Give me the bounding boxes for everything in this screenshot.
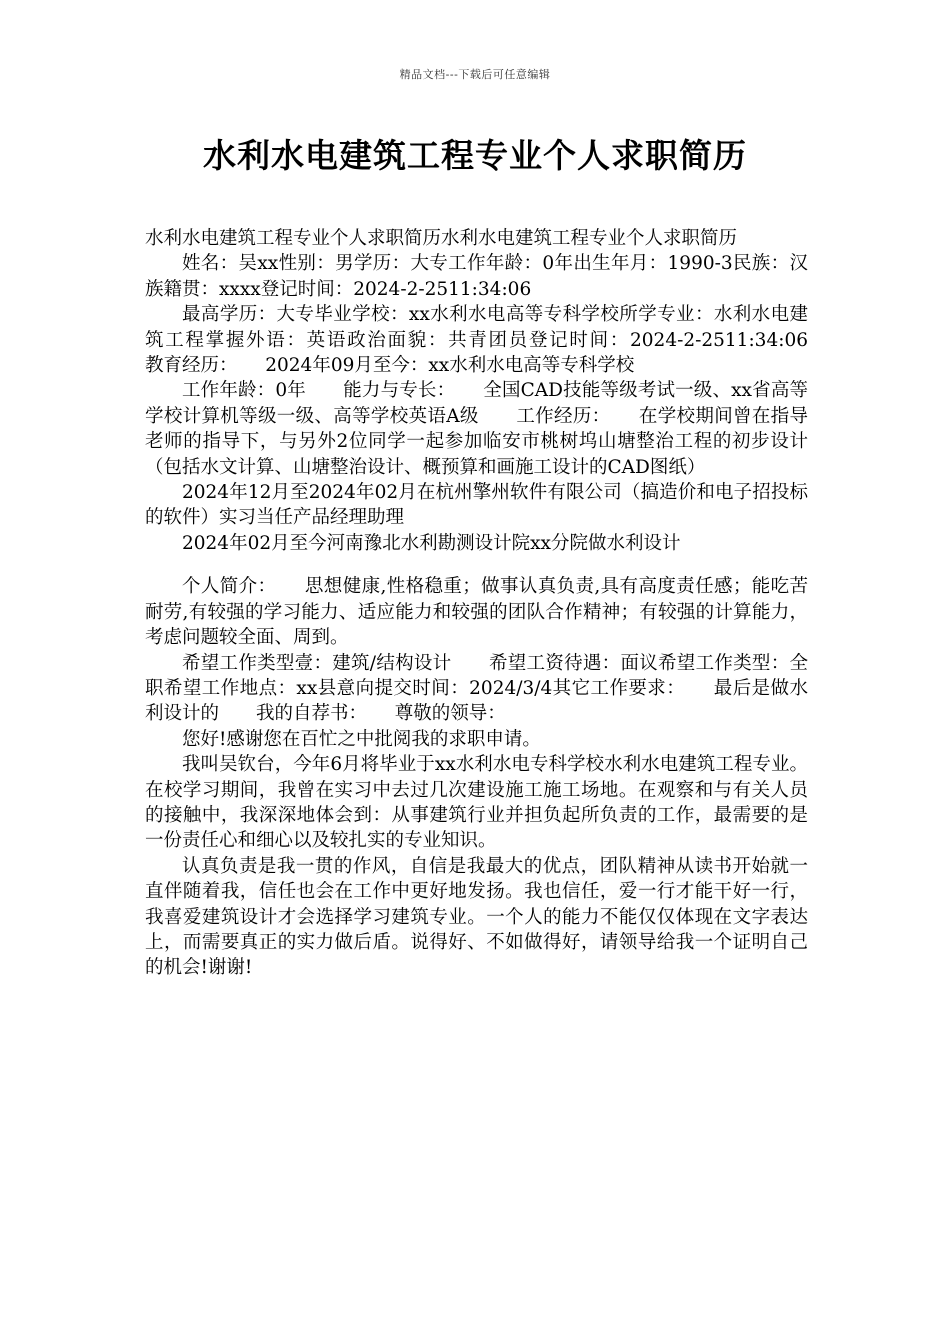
basic-info-paragraph: 姓名：吴xx性别：男学历：大专工作年龄：0年出生年月：1990-3民族：汉族籍贯：xxxx登记时间：2024-2-2511:34:06 (145, 253, 808, 300)
document-body (145, 226, 846, 981)
internship-paragraph: 2024年12月至2024年02月在杭州擎州软件有限公司（搞造价和电子招投标的软件）实习当任产品经理助理 (145, 482, 808, 529)
closing-paragraph: 认真负责是我一贯的作风，自信是我最大的优点，团队精神从读书开始就一直伴随着我，信任也会在工作中更好地发扬。我也信任，爱一行才能干好一行，我喜爱建筑设计才会选择学习建筑专业。一个人的能力不能仅仅体现在文字表达上，而需要真正的实力做后盾。说得好、不如做得好，请领导给我一个证明自己的机会!谢谢! (145, 855, 808, 979)
greeting-paragraph: 您好!感谢您在百忙之中批阅我的求职申请。 (182, 728, 541, 750)
header-note: 精品文档---下载后可任意编辑 (399, 68, 551, 81)
job-preference-paragraph: 希望工作类型壹：建筑/结构设计 希望工资待遇：面议希望工作类型：全职希望工作地点：xx县意向提交时间：2024/3/4其它工作要求： 最后是做水利设计的 我的自荐书： 尊敬的领导： (145, 652, 808, 725)
education-paragraph: 最高学历：大专毕业学校：xx水利水电高等专科学校所学专业：水利水电建筑工程掌握外语：英语政治面貌：共青团员登记时间：2024-2-2511:34:06 教育经历： 2024年09月至今：xx水利水电高等专科学校 (145, 304, 846, 377)
skills-experience-paragraph: 工作年龄：0年 能力与专长： 全国CAD技能等级考试一级、xx省高等学校计算机等级一级、高等学校英语A级 工作经历： 在学校期间曾在指导老师的指导下，与另外2位同学一起参加临安市桃树坞山塘整治工程的初步设计（包括水文计算、山塘整治设计、概预算和画施工设计的CAD图纸） (145, 380, 808, 478)
self-introduction-paragraph: 我叫吴钦台，今年6月将毕业于xx水利水电专科学校水利水电建筑工程专业。在校学习期间，我曾在实习中去过几次建设施工施工场地。在观察和与有关人员的接触中，我深深地体会到：从事建筑行业并担负起所负责的工作，最需要的是一份责任心和细心以及较扎实的专业知识。 (145, 754, 808, 852)
current-job-paragraph: 2024年02月至今河南豫北水利勘测设计院xx分院做水利设计 (182, 532, 681, 554)
profile-paragraph: 个人简介： 思想健康,性格稳重；做事认真负责,具有高度责任感；能吃苦耐劳,有较强的学习能力、适应能力和较强的团队合作精神；有较强的计算能力，考虑问题较全面、周到。 (145, 576, 808, 649)
document-title: 水利水电建筑工程专业个人求职简历 (203, 136, 747, 175)
intro-paragraph: 水利水电建筑工程专业个人求职简历水利水电建筑工程专业个人求职简历 (145, 228, 738, 249)
